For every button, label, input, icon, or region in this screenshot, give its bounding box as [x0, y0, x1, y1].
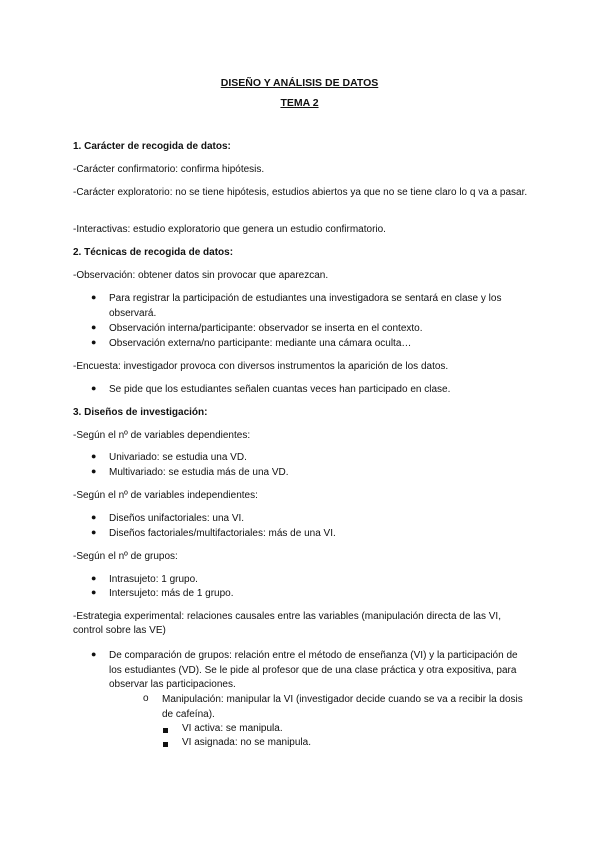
paragraph: -Encuesta: investigador provoca con diversos instrumentos la aparición de los datos.	[73, 361, 449, 372]
section-2-heading: 2. Técnicas de recogida de datos:	[73, 247, 234, 258]
list-item: Diseños factoriales/multifactoriales: más de una VI.	[109, 528, 336, 539]
bullet-icon: ●	[91, 649, 97, 659]
list-item: Intersujeto: más de 1 grupo.	[109, 588, 234, 599]
bullet-icon: ●	[91, 466, 97, 476]
paragraph: -Según el nº de variables independientes:	[73, 490, 258, 501]
bullet-icon: ●	[91, 322, 97, 332]
bullet-icon: ●	[91, 587, 97, 597]
list-item: Observación externa/no participante: mediante una cámara oculta…	[109, 338, 412, 349]
list-item: Multivariado: se estudia más de una VD.	[109, 467, 289, 478]
bullet-icon: ●	[91, 337, 97, 347]
bullet-icon: ●	[91, 451, 97, 461]
list-item: Para registrar la participación de estudiantes una investigadora se sentará en clase y los observará.	[109, 293, 502, 319]
paragraph: -Estrategia experimental: relaciones causales entre las variables (manipulación directa de las VI, control sobre las VE)	[73, 611, 501, 636]
bullet-icon: ●	[91, 573, 97, 583]
list-item: Se pide que los estudiantes señalen cuantas veces han participado en clase.	[109, 384, 451, 395]
bullet-icon: ●	[91, 527, 97, 537]
list-item: Diseños unifactoriales: una VI.	[109, 513, 245, 524]
list-item: Manipulación: manipular la VI (investigador decide cuando se va a recibir la dosis de cafeína).	[162, 694, 523, 720]
section-3-heading: 3. Diseños de investigación:	[73, 407, 208, 418]
list-item: Observación interna/participante: observador se inserta en el contexto.	[109, 323, 423, 334]
section-1-heading: 1. Carácter de recogida de datos:	[73, 141, 231, 152]
paragraph: -Interactivas: estudio exploratorio que genera un estudio confirmatorio.	[73, 224, 386, 235]
list-item: Univariado: se estudia una VD.	[109, 452, 247, 463]
list-item: De comparación de grupos: relación entre el método de enseñanza (VI) y la participación de los estudiantes (VD). Se le pide al profesor que de una clase práctica y otra expositiva, para observar las participaciones.	[109, 650, 518, 690]
list-item: Intrasujeto: 1 grupo.	[109, 574, 198, 585]
document-subtitle: TEMA 2	[280, 97, 319, 109]
paragraph: -Según el nº de grupos:	[73, 551, 178, 562]
bullet-icon: ●	[91, 292, 97, 302]
paragraph: -Carácter exploratorio: no se tiene hipótesis, estudios abiertos ya que no se tiene claro lo q va a pasar.	[73, 187, 528, 198]
sub-bullet-marker: o	[143, 693, 149, 704]
square-bullet-icon	[163, 728, 168, 733]
bullet-icon: ●	[91, 383, 97, 393]
paragraph: -Carácter confirmatorio: confirma hipótesis.	[73, 164, 265, 175]
paragraph: -Según el nº de variables dependientes:	[73, 430, 251, 441]
bullet-icon: ●	[91, 512, 97, 522]
square-bullet-icon	[163, 742, 168, 747]
list-item: VI asignada: no se manipula.	[182, 737, 311, 748]
paragraph: -Observación: obtener datos sin provocar que aparezcan.	[73, 270, 329, 281]
document-title: DISEÑO Y ANÁLISIS DE DATOS	[220, 77, 379, 89]
list-item: VI activa: se manipula.	[182, 723, 283, 734]
